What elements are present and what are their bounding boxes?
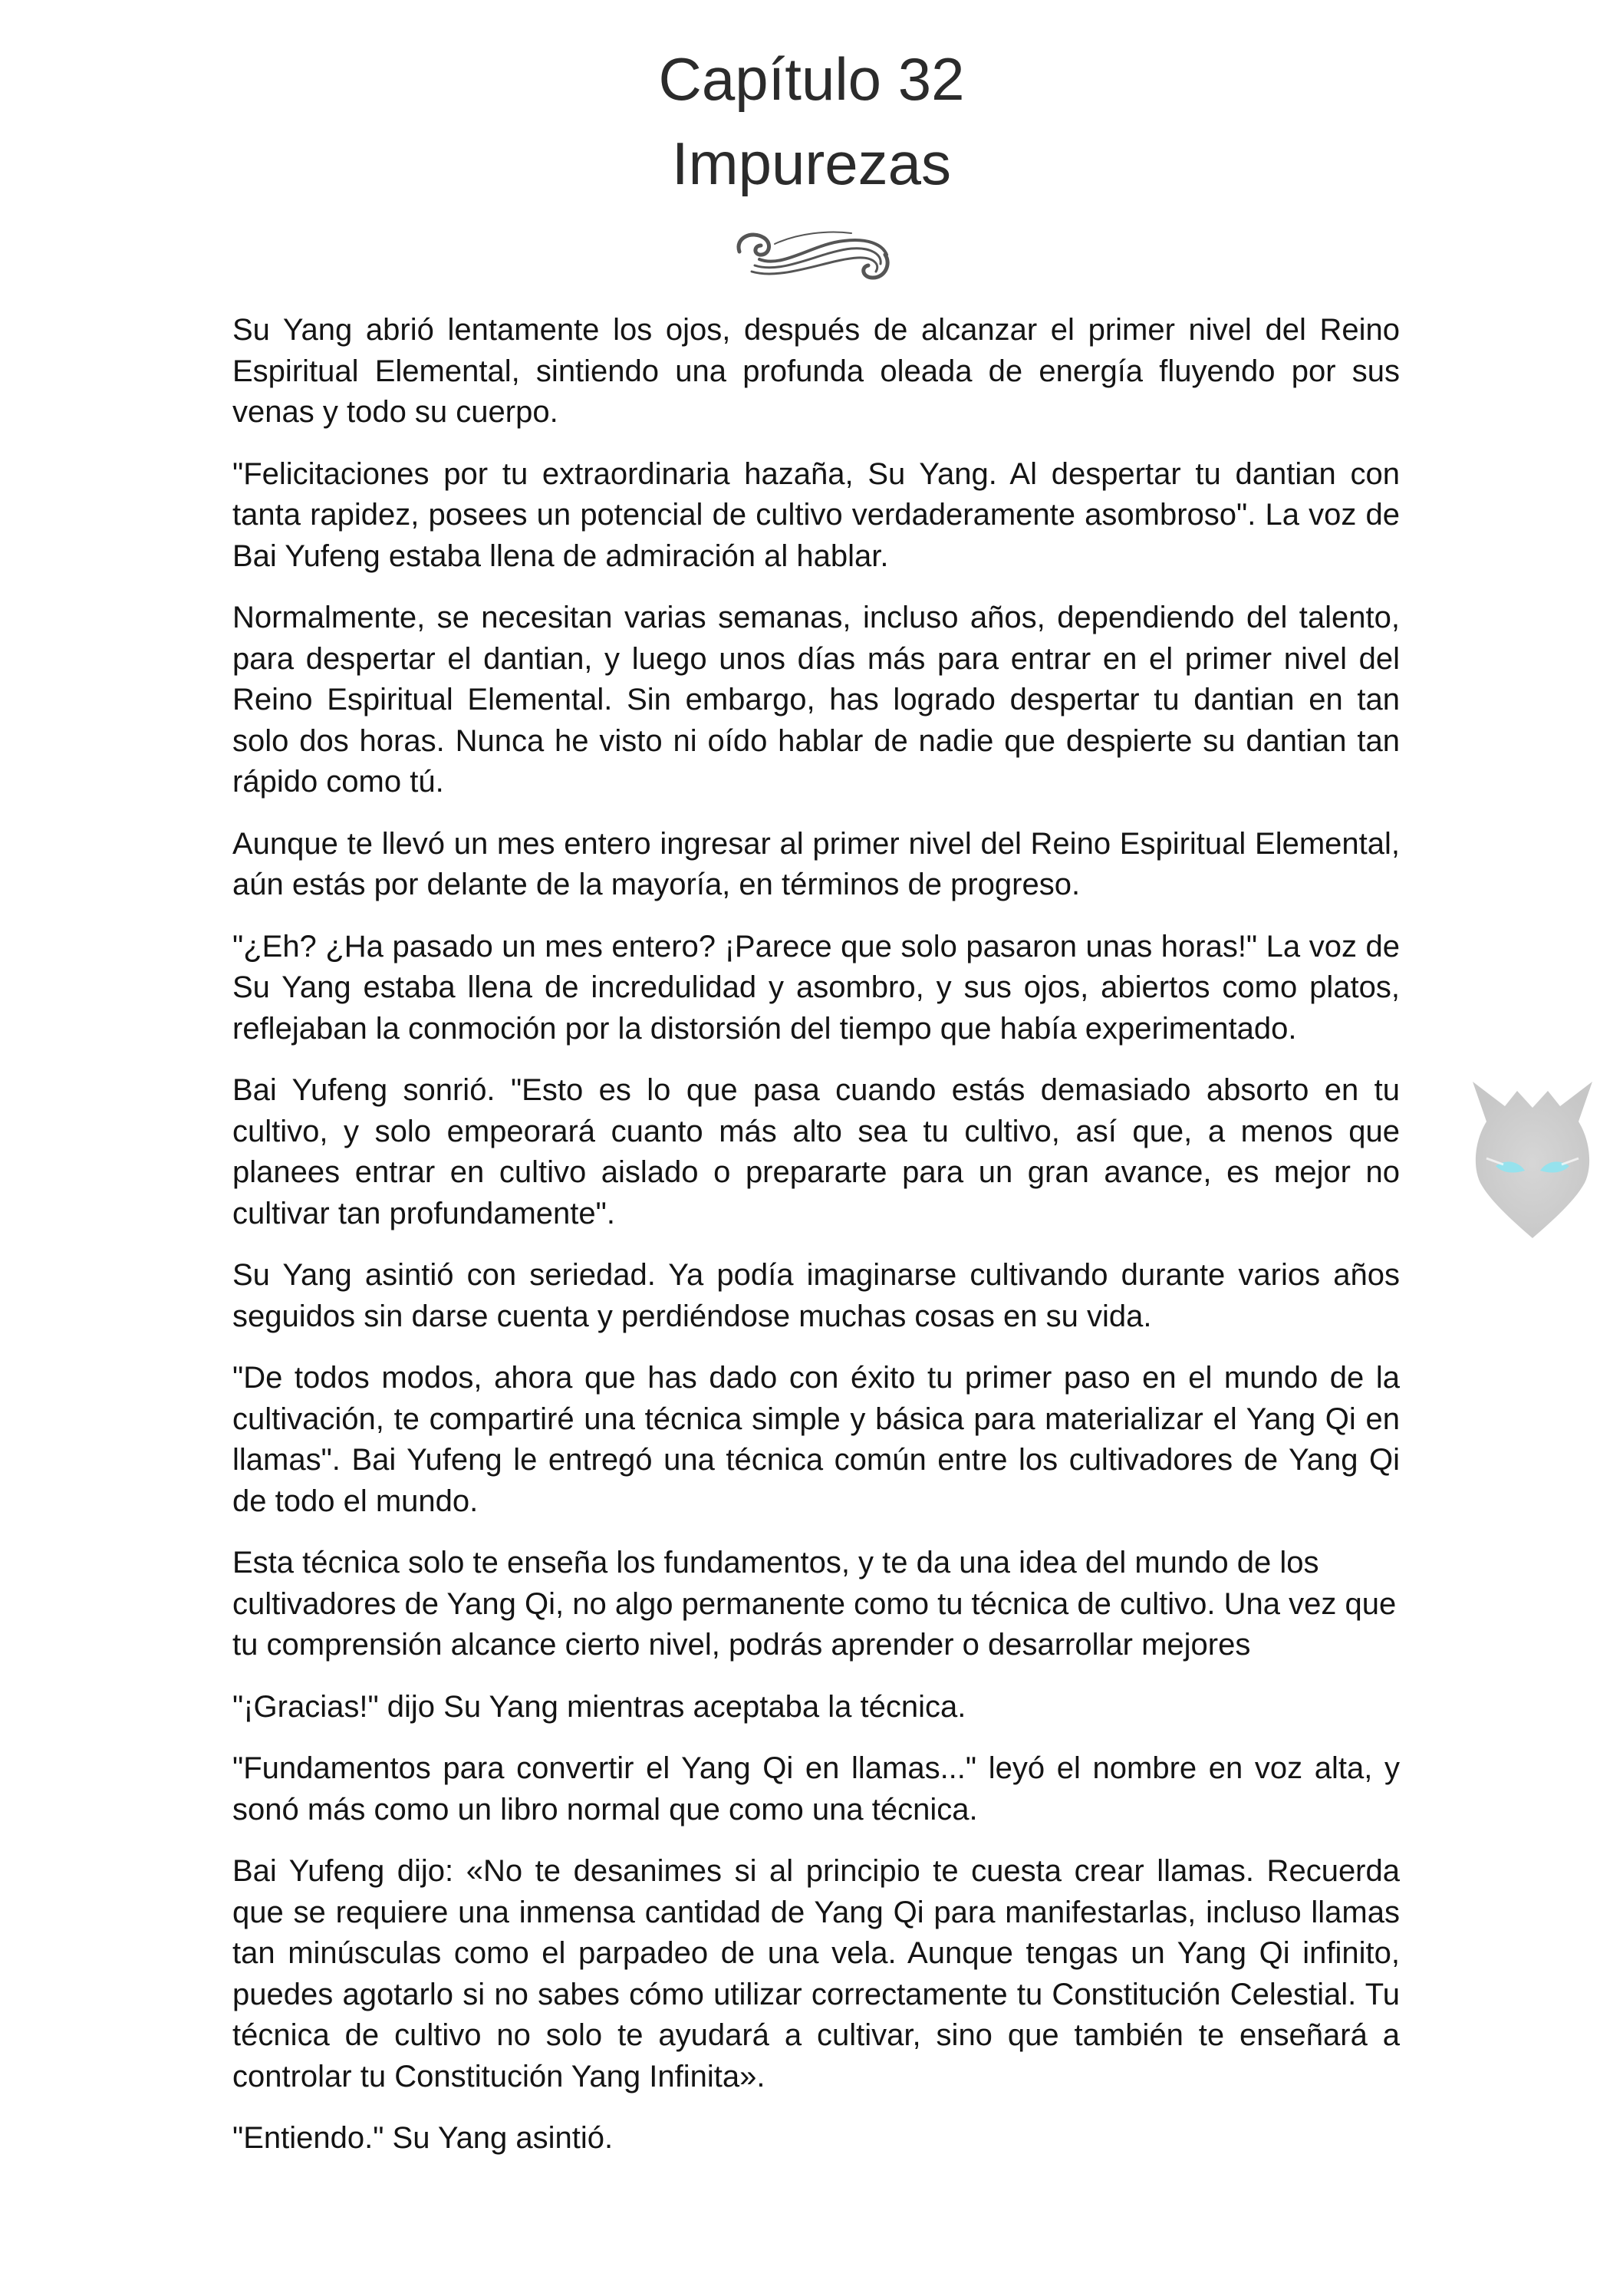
paragraph: "De todos modos, ahora que has dado con éxito tu primer paso en el mundo de la cultivación, te compartiré una técnica simple y básica para materializar el Yang Qi en llamas". Bai Yufeng le entregó una técnica común entre los cultivadores de Yang Qi de todo el mundo. (232, 1361, 1400, 1518)
chapter-number: Capítulo 32 (658, 45, 965, 113)
chapter-title: Impurezas (671, 130, 952, 197)
paragraph: Su Yang asintió con seriedad. Ya podía imaginarse cultivando durante varios años seguidos sin darse cuenta y perdiéndose muchas cosas en su vida. (232, 1258, 1400, 1333)
demon-head-watermark-icon (1456, 1068, 1609, 1244)
paragraph: "¿Eh? ¿Ha pasado un mes entero? ¡Parece que solo pasaron unas horas!" La voz de Su Yang estaba llena de incredulidad y asombro, y sus ojos, abiertos como platos, reflejaban la conmoción por la distorsión del tiempo que había experimentado. (232, 929, 1400, 1046)
paragraph: "Entiendo." Su Yang asintió. (232, 2121, 614, 2155)
paragraph: Aunque te llevó un mes entero ingresar al primer nivel del Reino Espiritual Elemental, aún estás por delante de la mayoría, en términos de progreso. (232, 826, 1400, 901)
paragraph: Normalmente, se necesitan varias semanas, incluso años, dependiendo del talento, para despertar el dantian, y luego unos días más para entrar en el primer nivel del Reino Espiritual Elemental. Sin embargo, has logrado despertar tu dantian en tan solo dos horas. Nunca he visto ni oído hablar de nadie que despierte su dantian tan rápido como tú. (232, 601, 1400, 799)
paragraph: "Fundamentos para convertir el Yang Qi en llamas..." leyó el nombre en voz alta, y sonó más como un libro normal que como una técnica. (232, 1751, 1400, 1827)
paragraph: Su Yang abrió lentamente los ojos, después de alcanzar el primer nivel del Reino Espiritual Elemental, sintiendo una profunda oleada de energía fluyendo por sus venas y todo su cuerpo. (232, 313, 1400, 429)
paragraph: Bai Yufeng dijo: «No te desanimes si al principio te cuesta crear llamas. Recuerda que se requiere una inmensa cantidad de Yang Qi para manifestarlas, incluso llamas tan minúsculas como el parpadeo de una vela. Aunque tengas un Yang Qi infinito, puedes agotarlo si no sabes cómo utilizar correctamente tu Constitución Celestial. Tu técnica de cultivo no solo te ayudará a cultivar, sino que también te enseñará a controlar tu Constitución Yang Infinita». (232, 1854, 1400, 2093)
paragraph: "Felicitaciones por tu extraordinaria hazaña, Su Yang. Al despertar tu dantian con tanta rapidez, posees un potencial de cultivo verdaderamente asombroso". La voz de Bai Yufeng estaba llena de admiración al hablar. (232, 456, 1400, 573)
chapter-header (0, 37, 1623, 206)
paragraph: Esta técnica solo te enseña los fundamentos, y te da una idea del mundo de los cultivadores de Yang Qi, no algo permanente como tu técnica de cultivo. Una vez que tu comprensión alcance cierto nivel, podrás aprender o desarrollar mejores (232, 1546, 1397, 1662)
paragraph: "¡Gracias!" dijo Su Yang mientras aceptaba la técnica. (232, 1689, 966, 1724)
paragraph: Bai Yufeng sonrió. "Esto es lo que pasa cuando estás demasiado absorto en tu cultivo, y solo empeorará cuanto más alto sea tu cultivo, así que, a menos que planees entrar en cultivo aislado o prepararte para un gran avance, es mejor no cultivar tan profundamente". (232, 1073, 1400, 1230)
flourish-ornament-icon (729, 221, 896, 285)
chapter-body (232, 310, 1400, 2180)
